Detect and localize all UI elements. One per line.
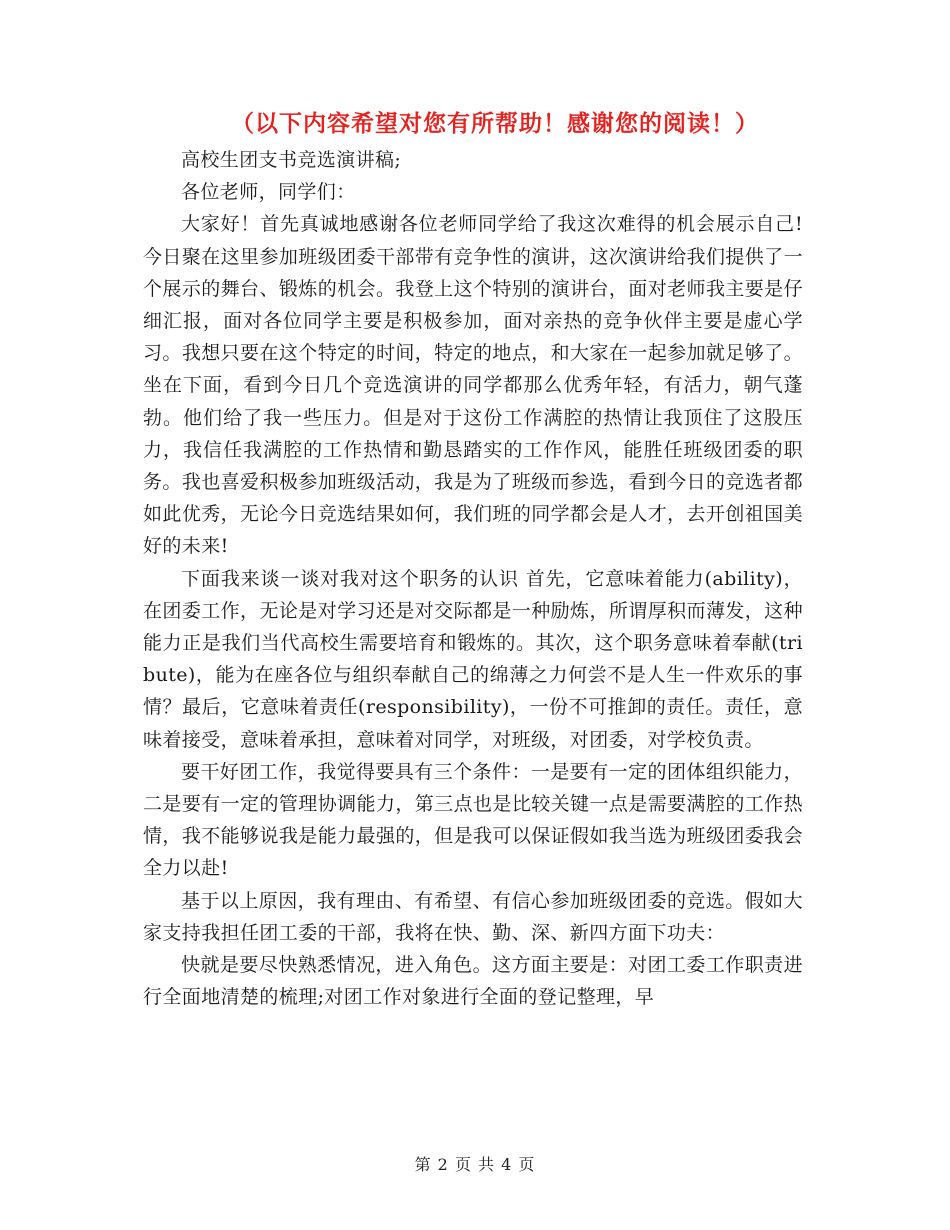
paragraph: 基于以上原因，我有理由、有希望、有信心参加班级团委的竞选。假如大家支持我担任团工委的干部，我将在快、勤、深、新四方面下功夫： xyxy=(143,889,803,944)
paragraph: 快就是要尽快熟悉情况，进入角色。这方面主要是：对团工委工作职责进行全面地清楚的梳理;对团工作对象进行全面的登记整理，早 xyxy=(143,954,803,1009)
banner-notice: （以下内容希望对您有所帮助！感谢您的阅读！） xyxy=(231,111,759,137)
paragraph: 要干好团工作，我觉得要具有三个条件：一是要有一定的团体组织能力，二是要有一定的管理协调能力，第三点也是比较关键一点是需要满腔的工作热情，我不能够说我是能力最强的，但是我可以保证假如我当选为班级团委我会全力以赴! xyxy=(143,760,803,880)
page-number-footer: 第 2 页 共 4 页 xyxy=(414,1155,536,1174)
speech-body xyxy=(143,144,803,1013)
salutation: 各位老师，同学们： xyxy=(181,181,356,204)
speech-title: 高校生团支书竞选演讲稿; xyxy=(181,149,402,171)
paragraph: 大家好！首先真诚地感谢各位老师同学给了我这次难得的机会展示自己!今日聚在这里参加班级团委干部带有竞争性的演讲，这次演讲给我们提供了一个展示的舞台、锻炼的机会。我登上这个特别的演讲台，面对老师我主要是仔细汇报，面对各位同学主要是积极参加，面对亲热的竞争伙伴主要是虚心学习。我想只要在这个特定的时间，特定的地点，和大家在一起参加就足够了。坐在下面，看到今日几个竞选演讲的同学都那么优秀年轻，有活力，朝气蓬勃。他们给了我一些压力。但是对于这份工作满腔的热情让我顶住了这股压力，我信任我满腔的工作热情和勤恳踏实的工作作风，能胜任班级团委的职务。我也喜爱积极参加班级活动，我是为了班级而参选，看到今日的竞选者都如此优秀，无论今日竞选结果如何，我们班的同学都会是人才，去开创祖国美好的未来! xyxy=(143,213,803,558)
paragraph: 下面我来谈一谈对我对这个职务的认识 首先，它意味着能力(ability)，在团委工作，无论是对学习还是对交际都是一种励炼，所谓厚积而薄发，这种能力正是我们当代高校生需要培育和锻炼的。其次，这个职务意味着奉献(tribute)，能为在座各位与组织奉献自己的绵薄之力何尝不是人生一件欢乐的事情？最后，它意味着责任(responsibility)，一份不可推卸的责任。责任，意味着接受，意味着承担，意味着对同学，对班级，对团委，对学校负责。 xyxy=(143,567,803,751)
